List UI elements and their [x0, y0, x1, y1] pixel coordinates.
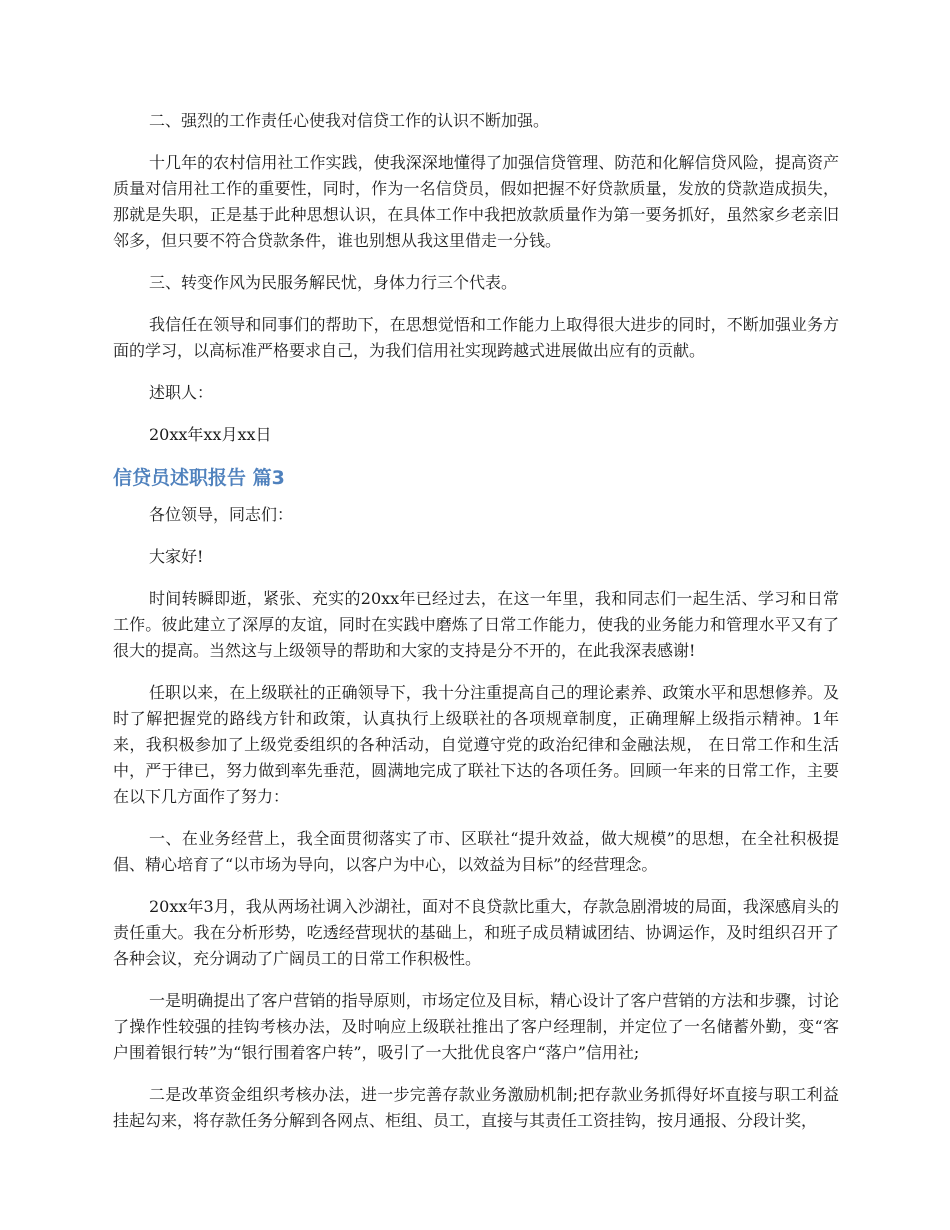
paragraph-credit-experience: 十几年的农村信用社工作实践，使我深深地懂得了加强信贷管理、防范和化解信贷风险，提高资产质量对信用社工作的重要性，同时，作为一名信贷员，假如把握不好贷款质量，发放的贷款造成损失，那就是失职，正是基于此种思想认识，在具体工作中我把放款质量作为第一要务抓好，虽然家乡老亲旧邻多，但只要不符合贷款条件，谁也别想从我这里借走一分钱。 — [113, 153, 839, 250]
document-page — [113, 108, 839, 1150]
paragraph-transfer: 20xx年3月，我从两场社调入沙湖社，面对不良贷款比重大，存款急剧滑坡的局面，我深感肩头的责任重大。我在分析形势，吃透经营现状的基础上，和班子成员精诚团结、协调运作，及时组织召开了各种会议，充分调动了广阔员工的日常工作积极性。 — [113, 897, 839, 968]
signature-date: 20xx年xx月xx日 — [149, 425, 272, 444]
paragraph-responsibility: 二、强烈的工作责任心使我对信贷工作的认识不断加强。 — [149, 111, 550, 130]
paragraph-commitment: 我信任在领导和同事们的帮助下，在思想觉悟和工作能力上取得很大进步的同时，不断加强业务方面的学习，以高标准严格要求自己，为我们信用社实现跨越式进展做出应有的贡献。 — [113, 315, 839, 360]
paragraph-tenure: 任职以来，在上级联社的正确领导下，我十分注重提高自己的理论素养、政策水平和思想修养。及时了解把握党的路线方针和政策，认真执行上级联社的各项规章制度，正确理解上级指示精神。1年来，我积极参加了上级党委组织的各种活动，自觉遵守党的政治纪律和金融法规， 在日常工作和生活中，严于律已，努力做到率先垂范，圆满地完成了联社下达的各项任务。回顾一年来的日常工作，主要在以下几方面作了努力： — [113, 683, 839, 806]
paragraph-deposit-reform: 二是改革资金组织考核办法，进一步完善存款业务激励机制;把存款业务抓得好坏直接与职工利益挂起勾来，将存款任务分解到各网点、柜组、员工，直接与其责任工资挂钩，按月通报、分段计奖， — [113, 1085, 839, 1130]
greeting: 大家好! — [149, 547, 204, 566]
salutation: 各位领导，同志们： — [149, 505, 294, 524]
paragraph-business-operation: 一、在业务经营上，我全面贯彻落实了市、区联社“提升效益，做大规模”的思想，在全社积极提倡、精心培育了“以市场为导向，以客户为中心，以效益为目标”的经营理念。 — [113, 829, 839, 874]
paragraph-customer-marketing: 一是明确提出了客户营销的指导原则，市场定位及目标，精心设计了客户营销的方法和步骤，讨论了操作性较强的挂钩考核办法，及时响应上级联社推出了客户经理制，并定位了一名储蓄外勤，变“客户围着银行转”为“银行围着客户转”，吸引了一大批优良客户“落户”信用社; — [113, 991, 839, 1062]
section-title: 信贷员述职报告 篇3 — [113, 467, 285, 489]
signature-label: 述职人： — [149, 383, 214, 402]
paragraph-service: 三、转变作风为民服务解民忧，身体力行三个代表。 — [149, 273, 518, 292]
paragraph-year-review: 时间转瞬即逝，紧张、充实的20xx年已经过去，在这一年里，我和同志们一起生活、学习和日常工作。彼此建立了深厚的友谊，同时在实践中磨炼了日常工作能力，使我的业务能力和管理水平又有了很大的提高。当然这与上级领导的帮助和大家的支持是分不开的，在此我深表感谢! — [113, 589, 839, 660]
